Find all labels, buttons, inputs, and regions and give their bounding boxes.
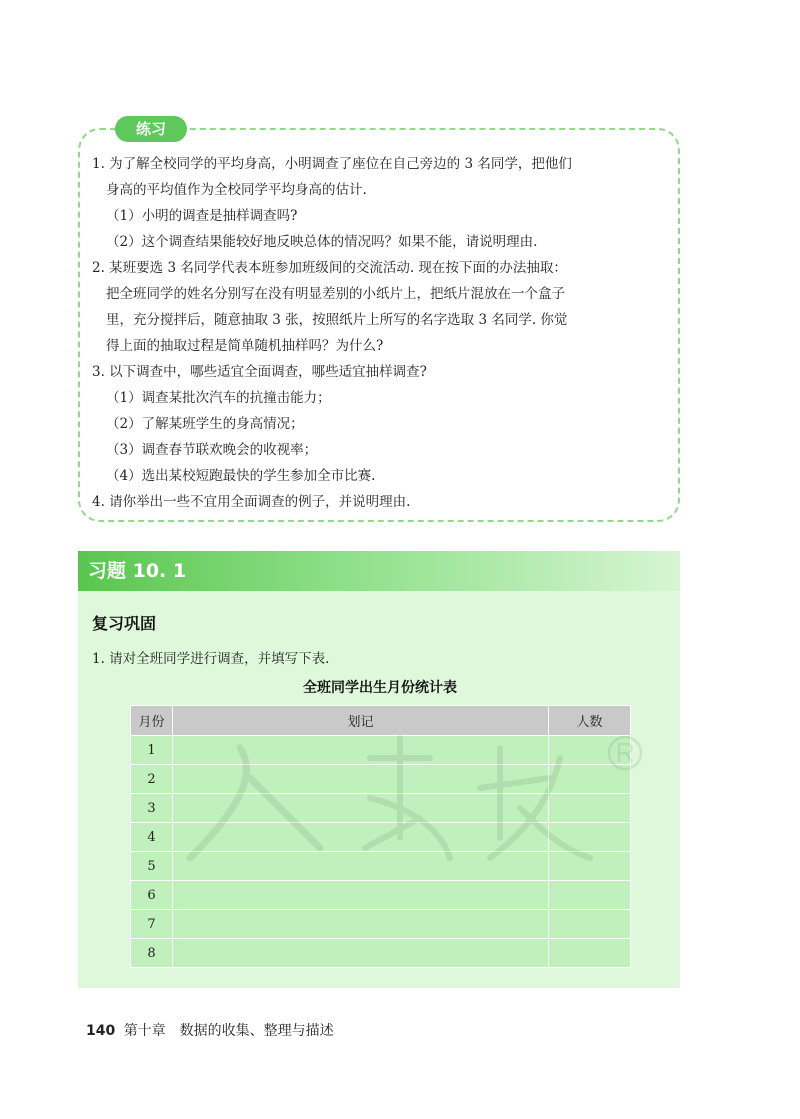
table-row xyxy=(131,823,631,852)
practice-line: （3）调查春节联欢晚会的收视率； xyxy=(106,442,318,458)
practice-line: （1）小明的调查是抽样调查吗? xyxy=(106,208,298,224)
table-row xyxy=(131,736,631,765)
month-cell: 1 xyxy=(131,736,173,765)
tally-cell xyxy=(173,910,549,939)
month-cell: 8 xyxy=(131,939,173,968)
table-row xyxy=(131,852,631,881)
page-number: 140 xyxy=(86,1023,116,1039)
tally-cell xyxy=(173,736,549,765)
practice-line: 得上面的抽取过程是简单随机抽样吗？为什么? xyxy=(106,338,384,354)
count-cell xyxy=(549,852,631,881)
tally-cell xyxy=(173,852,549,881)
tally-cell xyxy=(173,794,549,823)
exercise-title: 习题 10. 1 xyxy=(88,560,187,582)
practice-line: 里，充分搅拌后，随意抽取 3 张，按照纸片上所写的名字选取 3 名同学. 你觉 xyxy=(106,312,568,328)
practice-line: 把全班同学的姓名分别写在没有明显差别的小纸片上，把纸片混放在一个盒子 xyxy=(106,286,565,302)
table-row xyxy=(131,910,631,939)
month-cell: 2 xyxy=(131,765,173,794)
chapter-title: 第十章 数据的收集、整理与描述 xyxy=(123,1023,334,1039)
month-cell: 3 xyxy=(131,794,173,823)
tally-cell xyxy=(173,939,549,968)
month-cell: 5 xyxy=(131,852,173,881)
section-heading: 复习巩固 xyxy=(92,614,157,633)
count-cell xyxy=(549,910,631,939)
table-row xyxy=(131,765,631,794)
practice-line: 2. 某班要选 3 名同学代表本班参加班级间的交流活动. 现在按下面的办法抽取： xyxy=(92,260,567,276)
page-footer xyxy=(86,1020,334,1040)
count-cell xyxy=(549,765,631,794)
practice-line: （2）了解某班学生的身高情况； xyxy=(106,416,304,432)
practice-line: 1. 为了解全校同学的平均身高，小明调查了座位在自己旁边的 3 名同学，把他们 xyxy=(92,156,572,172)
practice-line: （1）调查某批次汽车的抗撞击能力； xyxy=(106,390,331,406)
tally-cell xyxy=(173,881,549,910)
table-title: 全班同学出生月份统计表 xyxy=(303,680,457,696)
count-cell xyxy=(549,939,631,968)
header-month: 月份 xyxy=(131,706,173,736)
month-cell: 6 xyxy=(131,881,173,910)
exercise-question: 1. 请对全班同学进行调查，并填写下表. xyxy=(92,651,330,667)
header-count: 人数 xyxy=(549,706,631,736)
birth-month-table xyxy=(130,705,631,968)
month-cell: 4 xyxy=(131,823,173,852)
count-cell xyxy=(549,736,631,765)
table-header-row xyxy=(131,706,631,736)
practice-line: 3. 以下调查中，哪些适宜全面调查，哪些适宜抽样调查? xyxy=(92,364,427,380)
tally-cell xyxy=(173,823,549,852)
count-cell xyxy=(549,881,631,910)
practice-line: 身高的平均值作为全校同学平均身高的估计. xyxy=(106,182,367,198)
practice-line: （4）选出某校短跑最快的学生参加全市比赛. xyxy=(106,468,376,484)
practice-line: （2）这个调查结果能较好地反映总体的情况吗？如果不能，请说明理由. xyxy=(106,234,538,250)
table-row xyxy=(131,881,631,910)
table-row xyxy=(131,794,631,823)
header-tally: 划记 xyxy=(173,706,549,736)
count-cell xyxy=(549,794,631,823)
count-cell xyxy=(549,823,631,852)
table-row xyxy=(131,939,631,968)
practice-tag: 练习 xyxy=(115,116,187,142)
tally-cell xyxy=(173,765,549,794)
month-cell: 7 xyxy=(131,910,173,939)
practice-line: 4. 请你举出一些不宜用全面调查的例子，并说明理由. xyxy=(92,494,411,510)
